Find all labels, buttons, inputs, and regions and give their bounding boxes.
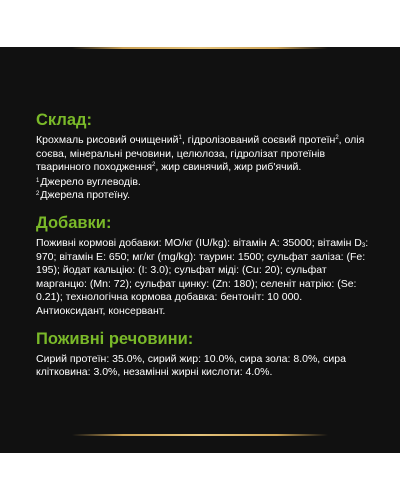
footnote-1: $^1$Джерело вуглеводів. xyxy=(36,175,141,188)
bottom-divider xyxy=(72,434,328,436)
nutrients-section xyxy=(36,329,372,380)
footnote-2: $^2$Джерела протеїну. xyxy=(36,189,131,202)
composition-section xyxy=(36,110,372,203)
top-divider xyxy=(72,47,328,49)
label-content xyxy=(36,110,372,390)
additives-preservatives: Антиоксидант, консервант. xyxy=(36,304,166,317)
additives-section xyxy=(36,213,372,319)
composition-text: Крохмаль рисовий очищений$^1$, гідролізований соєвий протеїн$^2$, олія соєва, мінеральні речовини, целюлоза, гідролізат протеїнів тваринного походження$^2$, жир свинячий, жир риб'ячий. xyxy=(36,134,365,174)
composition-heading: Склад: xyxy=(36,111,93,129)
nutrients-heading: Поживні речовини: xyxy=(36,329,194,348)
additives-text: Поживні кормові добавки: МО/кг (IU/kg): вітамін A: 35000; вітамін $D_3$: 970; вітамін E: 650; мг/кг (mg/kg): таурин: 1500; сульфат заліза: (Fe: 195); йодат кальцію: (I: 3.0); сульфат міді: (Cu: 20); сульфат марганцю: (Mn: 72); сульфат цинку: (Zn: 180); селеніт натрію: (Se: 0.21); технологічна кормова добавка: бентоніт: 10 000. xyxy=(36,236,369,304)
additives-heading: Добавки: xyxy=(36,213,112,232)
nutrients-text: Сирий протеїн: 35.0%, сирий жир: 10.0%, сира зола: 8.0%, сира клітковина: 3.0%, незамінні жирні кислоти: 4.0%. xyxy=(36,352,346,379)
